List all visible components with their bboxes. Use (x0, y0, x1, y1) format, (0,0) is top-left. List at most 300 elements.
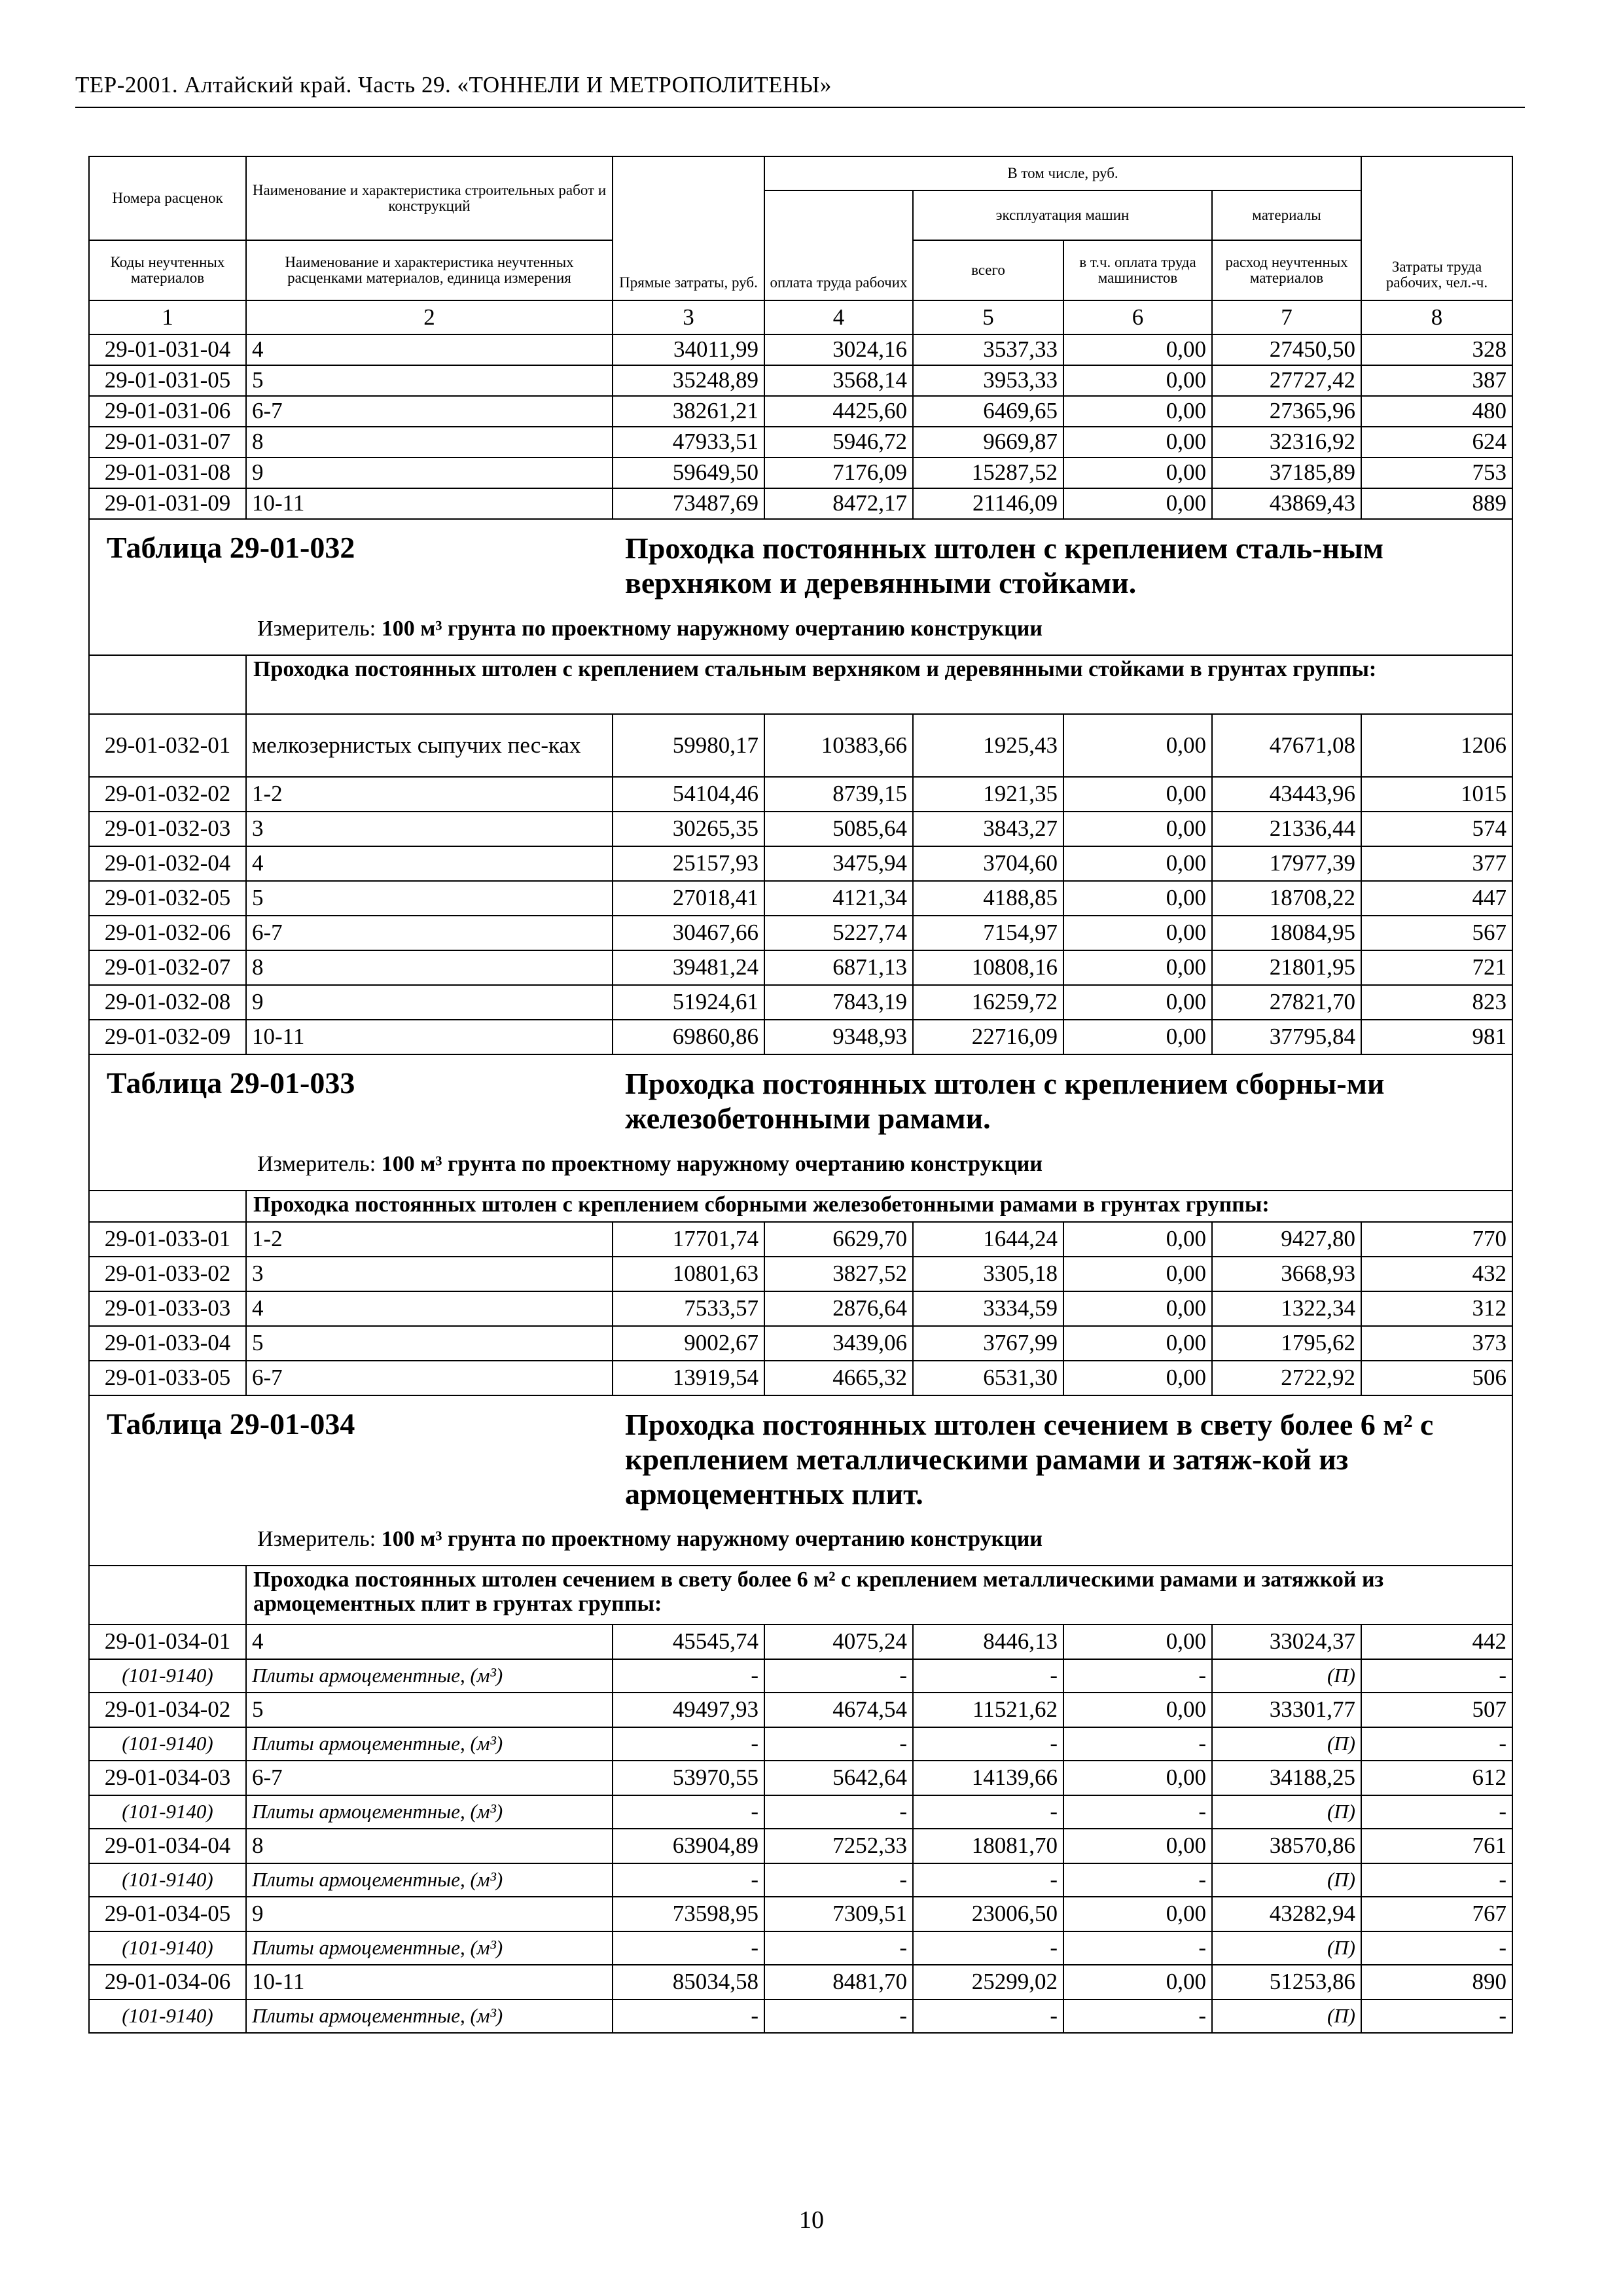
labor-hours: 442 (1361, 1624, 1512, 1659)
section-subtitle-row (89, 655, 1512, 714)
machines-total: 11521,62 (913, 1693, 1063, 1727)
work-name: 1-2 (246, 777, 613, 812)
section-header (89, 519, 1512, 655)
measure-value: 100 м³ грунта по проектному наружному очертанию конструкции (381, 617, 1043, 641)
table-row (89, 1326, 1512, 1361)
work-name: 3 (246, 1257, 613, 1291)
table-row (89, 714, 1512, 777)
labor-hours: 624 (1361, 427, 1512, 457)
rate-code: 29-01-033-05 (89, 1361, 246, 1395)
direct-cost: 73487,69 (613, 488, 764, 519)
labor-hours: 312 (1361, 1291, 1512, 1326)
work-name: 9 (246, 985, 613, 1020)
rate-code: 29-01-034-06 (89, 1965, 246, 2000)
materials: 18084,95 (1212, 916, 1361, 950)
machinist-wages: - (1063, 1659, 1212, 1693)
table-row (89, 812, 1512, 846)
machines-total: 1644,24 (913, 1222, 1063, 1257)
work-name: 6-7 (246, 916, 613, 950)
machinist-wages: 0,00 (1063, 1693, 1212, 1727)
materials: 2722,92 (1212, 1361, 1361, 1395)
measure-unit (257, 1152, 1043, 1176)
machinist-wages: 0,00 (1063, 1761, 1212, 1795)
labor-hours: - (1361, 1863, 1512, 1897)
materials: 27450,50 (1212, 334, 1361, 365)
wages: - (764, 1863, 913, 1897)
material-code: (101-9140) (89, 1795, 246, 1829)
header-rule (75, 107, 1525, 108)
machines-total: 6531,30 (913, 1361, 1063, 1395)
col-number: 7 (1212, 300, 1361, 334)
machines-total: 3334,59 (913, 1291, 1063, 1326)
section-subtitle-row (89, 1566, 1512, 1624)
materials: 21336,44 (1212, 812, 1361, 846)
materials: 33301,77 (1212, 1693, 1361, 1727)
material-amount: (П) (1212, 1931, 1361, 1965)
labor-hours: - (1361, 1931, 1512, 1965)
wages: 5642,64 (764, 1761, 913, 1795)
labor-hours: 480 (1361, 396, 1512, 427)
machines-total: - (913, 1795, 1063, 1829)
rate-code: 29-01-031-05 (89, 365, 246, 396)
labor-hours: 574 (1361, 812, 1512, 846)
work-name: 4 (246, 846, 613, 881)
material-row (89, 1659, 1512, 1693)
table-row (89, 365, 1512, 396)
work-name: 6-7 (246, 1361, 613, 1395)
labor-hours: 767 (1361, 1897, 1512, 1931)
machinist-wages: 0,00 (1063, 1897, 1212, 1931)
measure-prefix: Измеритель: (257, 617, 376, 641)
machinist-wages: 0,00 (1063, 1829, 1212, 1863)
machines-total: 8446,13 (913, 1624, 1063, 1659)
materials: 51253,86 (1212, 1965, 1361, 2000)
material-row (89, 2000, 1512, 2033)
section-header-row (89, 1395, 1512, 1566)
direct-cost: 7533,57 (613, 1291, 764, 1326)
col-machines-total-header: всего (913, 240, 1063, 300)
table-row (89, 1361, 1512, 1395)
direct-cost: - (613, 2000, 764, 2033)
wages: - (764, 1795, 913, 1829)
price-table (88, 156, 1513, 2034)
wages: 5085,64 (764, 812, 913, 846)
machines-total: 3305,18 (913, 1257, 1063, 1291)
table-row (89, 488, 1512, 519)
work-name: 4 (246, 1624, 613, 1659)
labor-hours: 1015 (1361, 777, 1512, 812)
col-number: 2 (246, 300, 613, 334)
machines-total: - (913, 1931, 1063, 1965)
header-row-1 (89, 156, 1512, 190)
work-name: 10-11 (246, 1965, 613, 2000)
table-row (89, 1624, 1512, 1659)
table-row (89, 777, 1512, 812)
work-name: 5 (246, 1326, 613, 1361)
machinist-wages: 0,00 (1063, 457, 1212, 488)
materials: 38570,86 (1212, 1829, 1361, 1863)
wages: - (764, 1727, 913, 1761)
col-number: 4 (764, 300, 913, 334)
labor-hours: 721 (1361, 950, 1512, 985)
machinist-wages: - (1063, 1727, 1212, 1761)
rate-code: 29-01-032-02 (89, 777, 246, 812)
direct-cost: 45545,74 (613, 1624, 764, 1659)
table-row (89, 950, 1512, 985)
table-row (89, 1897, 1512, 1931)
machines-total: 25299,02 (913, 1965, 1063, 2000)
table-row (89, 1965, 1512, 2000)
rate-code: 29-01-032-04 (89, 846, 246, 881)
direct-cost: 49497,93 (613, 1693, 764, 1727)
rate-code: 29-01-031-09 (89, 488, 246, 519)
direct-cost: 30265,35 (613, 812, 764, 846)
work-name: 3 (246, 812, 613, 846)
wages: 8481,70 (764, 1965, 913, 2000)
col-material-names-header: Наименование и характеристика неучтенных расценками материалов, единица измерения (246, 240, 613, 300)
wages: 10383,66 (764, 714, 913, 777)
materials: 33024,37 (1212, 1624, 1361, 1659)
machinist-wages: 0,00 (1063, 777, 1212, 812)
wages: 3439,06 (764, 1326, 913, 1361)
work-name: 5 (246, 1693, 613, 1727)
table-body (89, 156, 1512, 2033)
section-box (90, 1055, 1512, 1190)
table-row (89, 457, 1512, 488)
machines-total: 23006,50 (913, 1897, 1063, 1931)
machines-total: 10808,16 (913, 950, 1063, 985)
materials: 18708,22 (1212, 881, 1361, 916)
direct-cost: 10801,63 (613, 1257, 764, 1291)
rate-code: 29-01-033-03 (89, 1291, 246, 1326)
materials: 37185,89 (1212, 457, 1361, 488)
work-name: 5 (246, 365, 613, 396)
table-title: Проходка постоянных штолен с креплением сталь-ным верхняком и деревянными стойками. (625, 531, 1384, 600)
machines-total: 3537,33 (913, 334, 1063, 365)
wages: 3568,14 (764, 365, 913, 396)
table-label: Таблица 29-01-033 (107, 1066, 355, 1100)
rate-code: 29-01-034-01 (89, 1624, 246, 1659)
rate-code: 29-01-031-07 (89, 427, 246, 457)
table-row (89, 1761, 1512, 1795)
labor-hours: 373 (1361, 1326, 1512, 1361)
rate-code: 29-01-033-04 (89, 1326, 246, 1361)
machines-total: 3767,99 (913, 1326, 1063, 1361)
rate-code: 29-01-031-06 (89, 396, 246, 427)
work-name: 4 (246, 1291, 613, 1326)
wages: - (764, 1659, 913, 1693)
work-name: 9 (246, 457, 613, 488)
labor-hours: 770 (1361, 1222, 1512, 1257)
work-name: 1-2 (246, 1222, 613, 1257)
direct-cost: 47933,51 (613, 427, 764, 457)
machines-total: 6469,65 (913, 396, 1063, 427)
machinist-wages: 0,00 (1063, 396, 1212, 427)
subtitle-spacer (89, 1566, 246, 1624)
machines-total: 1925,43 (913, 714, 1063, 777)
col-number: 3 (613, 300, 764, 334)
table-row (89, 1020, 1512, 1054)
wages: 4075,24 (764, 1624, 913, 1659)
work-name: 9 (246, 1897, 613, 1931)
section-header-row (89, 519, 1512, 655)
work-name: 6-7 (246, 396, 613, 427)
work-name: 5 (246, 881, 613, 916)
materials: 43282,94 (1212, 1897, 1361, 1931)
labor-hours: 890 (1361, 1965, 1512, 2000)
col-number: 6 (1063, 300, 1212, 334)
table-label: Таблица 29-01-034 (107, 1407, 355, 1441)
labor-hours: 567 (1361, 916, 1512, 950)
wages: 4665,32 (764, 1361, 913, 1395)
machines-total: - (913, 2000, 1063, 2033)
material-code: (101-9140) (89, 1931, 246, 1965)
table-row (89, 985, 1512, 1020)
measure-value: 100 м³ грунта по проектному наружному очертанию конструкции (381, 1152, 1043, 1176)
materials: 9427,80 (1212, 1222, 1361, 1257)
machinist-wages: 0,00 (1063, 488, 1212, 519)
rate-code: 29-01-032-09 (89, 1020, 246, 1054)
machinist-wages: 0,00 (1063, 985, 1212, 1020)
machinist-wages: 0,00 (1063, 1257, 1212, 1291)
machinist-wages: 0,00 (1063, 916, 1212, 950)
machinist-wages: 0,00 (1063, 1326, 1212, 1361)
material-name: Плиты армоцементные, (м³) (246, 2000, 613, 2033)
rate-code: 29-01-033-02 (89, 1257, 246, 1291)
rate-code: 29-01-032-03 (89, 812, 246, 846)
machinist-wages: 0,00 (1063, 714, 1212, 777)
direct-cost: - (613, 1931, 764, 1965)
col-name-header: Наименование и характеристика строительных работ и конструкций (246, 156, 613, 240)
rate-code: 29-01-032-01 (89, 714, 246, 777)
col-machines-header: эксплуатация машин (913, 190, 1212, 240)
measure-value: 100 м³ грунта по проектному наружному очертанию конструкции (381, 1527, 1043, 1551)
wages: 5227,74 (764, 916, 913, 950)
machines-total: 3843,27 (913, 812, 1063, 846)
col-code-header: Номера расценок (89, 156, 246, 240)
machinist-wages: - (1063, 1931, 1212, 1965)
table-title: Проходка постоянных штолен с креплением сборны-ми железобетонными рамами. (625, 1067, 1385, 1135)
col-machines-wages-header: в т.ч. оплата труда машинистов (1063, 240, 1212, 300)
machinist-wages: - (1063, 2000, 1212, 2033)
material-code: (101-9140) (89, 2000, 246, 2033)
wages: 9348,93 (764, 1020, 913, 1054)
wages: 4674,54 (764, 1693, 913, 1727)
materials: 21801,95 (1212, 950, 1361, 985)
material-name: Плиты армоцементные, (м³) (246, 1863, 613, 1897)
machinist-wages: 0,00 (1063, 1965, 1212, 2000)
section-subtitle: Проходка постоянных штолен сечением в свету более 6 м² с креплением металлическими рамами и затяжкой из армоцементных плит в грунтах группы: (246, 1566, 1512, 1624)
measure-prefix: Измеритель: (257, 1152, 376, 1176)
machinist-wages: 0,00 (1063, 1624, 1212, 1659)
machinist-wages: 0,00 (1063, 365, 1212, 396)
labor-hours: - (1361, 1727, 1512, 1761)
materials: 32316,92 (1212, 427, 1361, 457)
material-code: (101-9140) (89, 1659, 246, 1693)
direct-cost: - (613, 1727, 764, 1761)
machinist-wages: 0,00 (1063, 881, 1212, 916)
table-row (89, 1222, 1512, 1257)
machines-total: 9669,87 (913, 427, 1063, 457)
direct-cost: 59980,17 (613, 714, 764, 777)
work-name: 8 (246, 950, 613, 985)
labor-hours: 823 (1361, 985, 1512, 1020)
materials: 43869,43 (1212, 488, 1361, 519)
machinist-wages: 0,00 (1063, 1361, 1212, 1395)
labor-hours: 753 (1361, 457, 1512, 488)
labor-hours: 981 (1361, 1020, 1512, 1054)
direct-cost: 63904,89 (613, 1829, 764, 1863)
table-row (89, 1257, 1512, 1291)
labor-hours: 328 (1361, 334, 1512, 365)
material-name: Плиты армоцементные, (м³) (246, 1659, 613, 1693)
wages: 3827,52 (764, 1257, 913, 1291)
material-name: Плиты армоцементные, (м³) (246, 1727, 613, 1761)
labor-hours: 377 (1361, 846, 1512, 881)
table-row (89, 1291, 1512, 1326)
col-materials-unaccounted-header: расход неучтенных материалов (1212, 240, 1361, 300)
machines-total: 1921,35 (913, 777, 1063, 812)
materials: 43443,96 (1212, 777, 1361, 812)
wages: 8472,17 (764, 488, 913, 519)
direct-cost: 34011,99 (613, 334, 764, 365)
rate-code: 29-01-034-05 (89, 1897, 246, 1931)
material-name: Плиты армоцементные, (м³) (246, 1931, 613, 1965)
rate-code: 29-01-034-03 (89, 1761, 246, 1795)
wages: 4425,60 (764, 396, 913, 427)
labor-hours: 612 (1361, 1761, 1512, 1795)
machines-total: 15287,52 (913, 457, 1063, 488)
wages: 5946,72 (764, 427, 913, 457)
direct-cost: 59649,50 (613, 457, 764, 488)
materials: 27365,96 (1212, 396, 1361, 427)
wages: - (764, 2000, 913, 2033)
col-number: 5 (913, 300, 1063, 334)
rate-code: 29-01-034-02 (89, 1693, 246, 1727)
direct-cost: 69860,86 (613, 1020, 764, 1054)
measure-unit (257, 1527, 1043, 1551)
labor-hours: - (1361, 2000, 1512, 2033)
material-amount: (П) (1212, 1795, 1361, 1829)
section-subtitle: Проходка постоянных штолен с креплением стальным верхняком и деревянными стойками в грунтах группы: (246, 655, 1512, 714)
table-label: Таблица 29-01-032 (107, 531, 355, 564)
rate-code: 29-01-034-04 (89, 1829, 246, 1863)
machines-total: 16259,72 (913, 985, 1063, 1020)
subtitle-spacer (89, 655, 246, 714)
materials: 17977,39 (1212, 846, 1361, 881)
work-name: 10-11 (246, 488, 613, 519)
section-header (89, 1395, 1512, 1566)
measure-prefix: Измеритель: (257, 1527, 376, 1551)
table-row (89, 334, 1512, 365)
machinist-wages: - (1063, 1795, 1212, 1829)
wages: 4121,34 (764, 881, 913, 916)
material-row (89, 1727, 1512, 1761)
rate-code: 29-01-032-08 (89, 985, 246, 1020)
table-row (89, 1829, 1512, 1863)
materials: 1795,62 (1212, 1326, 1361, 1361)
col-wages-header: оплата труда рабочих (764, 190, 913, 300)
direct-cost: 85034,58 (613, 1965, 764, 2000)
price-table-wrapper (88, 156, 1512, 2034)
table-row (89, 916, 1512, 950)
direct-cost: 38261,21 (613, 396, 764, 427)
machinist-wages: - (1063, 1863, 1212, 1897)
machinist-wages: 0,00 (1063, 1020, 1212, 1054)
running-header: ТЕР-2001. Алтайский край. Часть 29. «ТОННЕЛИ И МЕТРОПОЛИТЕНЫ» (75, 72, 832, 98)
labor-hours: 387 (1361, 365, 1512, 396)
col-including-header: В том числе, руб. (764, 156, 1361, 190)
machines-total: 18081,70 (913, 1829, 1063, 1863)
material-amount: (П) (1212, 1659, 1361, 1693)
machines-total: 21146,09 (913, 488, 1063, 519)
work-name: 8 (246, 427, 613, 457)
table-row (89, 881, 1512, 916)
machines-total: 14139,66 (913, 1761, 1063, 1795)
machinist-wages: 0,00 (1063, 1222, 1212, 1257)
wages: 8739,15 (764, 777, 913, 812)
rate-code: 29-01-031-04 (89, 334, 246, 365)
wages: 6629,70 (764, 1222, 913, 1257)
materials: 47671,08 (1212, 714, 1361, 777)
wages: 3475,94 (764, 846, 913, 881)
section-header (89, 1054, 1512, 1191)
rate-code: 29-01-033-01 (89, 1222, 246, 1257)
labor-hours: - (1361, 1795, 1512, 1829)
material-code: (101-9140) (89, 1863, 246, 1897)
machinist-wages: 0,00 (1063, 334, 1212, 365)
table-row (89, 846, 1512, 881)
machinist-wages: 0,00 (1063, 846, 1212, 881)
table-row (89, 396, 1512, 427)
labor-hours: 889 (1361, 488, 1512, 519)
work-name: 10-11 (246, 1020, 613, 1054)
direct-cost: - (613, 1795, 764, 1829)
machines-total: 3953,33 (913, 365, 1063, 396)
machines-total: 3704,60 (913, 846, 1063, 881)
wages: 6871,13 (764, 950, 913, 985)
material-row (89, 1795, 1512, 1829)
labor-hours: 506 (1361, 1361, 1512, 1395)
section-box (90, 520, 1512, 655)
materials: 27727,42 (1212, 365, 1361, 396)
wages: 7252,33 (764, 1829, 913, 1863)
materials: 34188,25 (1212, 1761, 1361, 1795)
column-numbers-row (89, 300, 1512, 334)
material-amount: (П) (1212, 1863, 1361, 1897)
rate-code: 29-01-032-07 (89, 950, 246, 985)
direct-cost: 39481,24 (613, 950, 764, 985)
labor-hours: 1206 (1361, 714, 1512, 777)
direct-cost: 27018,41 (613, 881, 764, 916)
labor-hours: 761 (1361, 1829, 1512, 1863)
direct-cost: 73598,95 (613, 1897, 764, 1931)
table-row (89, 1693, 1512, 1727)
wages: 7176,09 (764, 457, 913, 488)
labor-hours: 432 (1361, 1257, 1512, 1291)
subtitle-spacer (89, 1191, 246, 1222)
direct-cost: 25157,93 (613, 846, 764, 881)
col-number: 8 (1361, 300, 1512, 334)
direct-cost: 53970,55 (613, 1761, 764, 1795)
machines-total: - (913, 1659, 1063, 1693)
measure-unit (257, 617, 1043, 641)
direct-cost: - (613, 1659, 764, 1693)
materials: 1322,34 (1212, 1291, 1361, 1326)
col-number: 1 (89, 300, 246, 334)
direct-cost: 13919,54 (613, 1361, 764, 1395)
materials: 3668,93 (1212, 1257, 1361, 1291)
